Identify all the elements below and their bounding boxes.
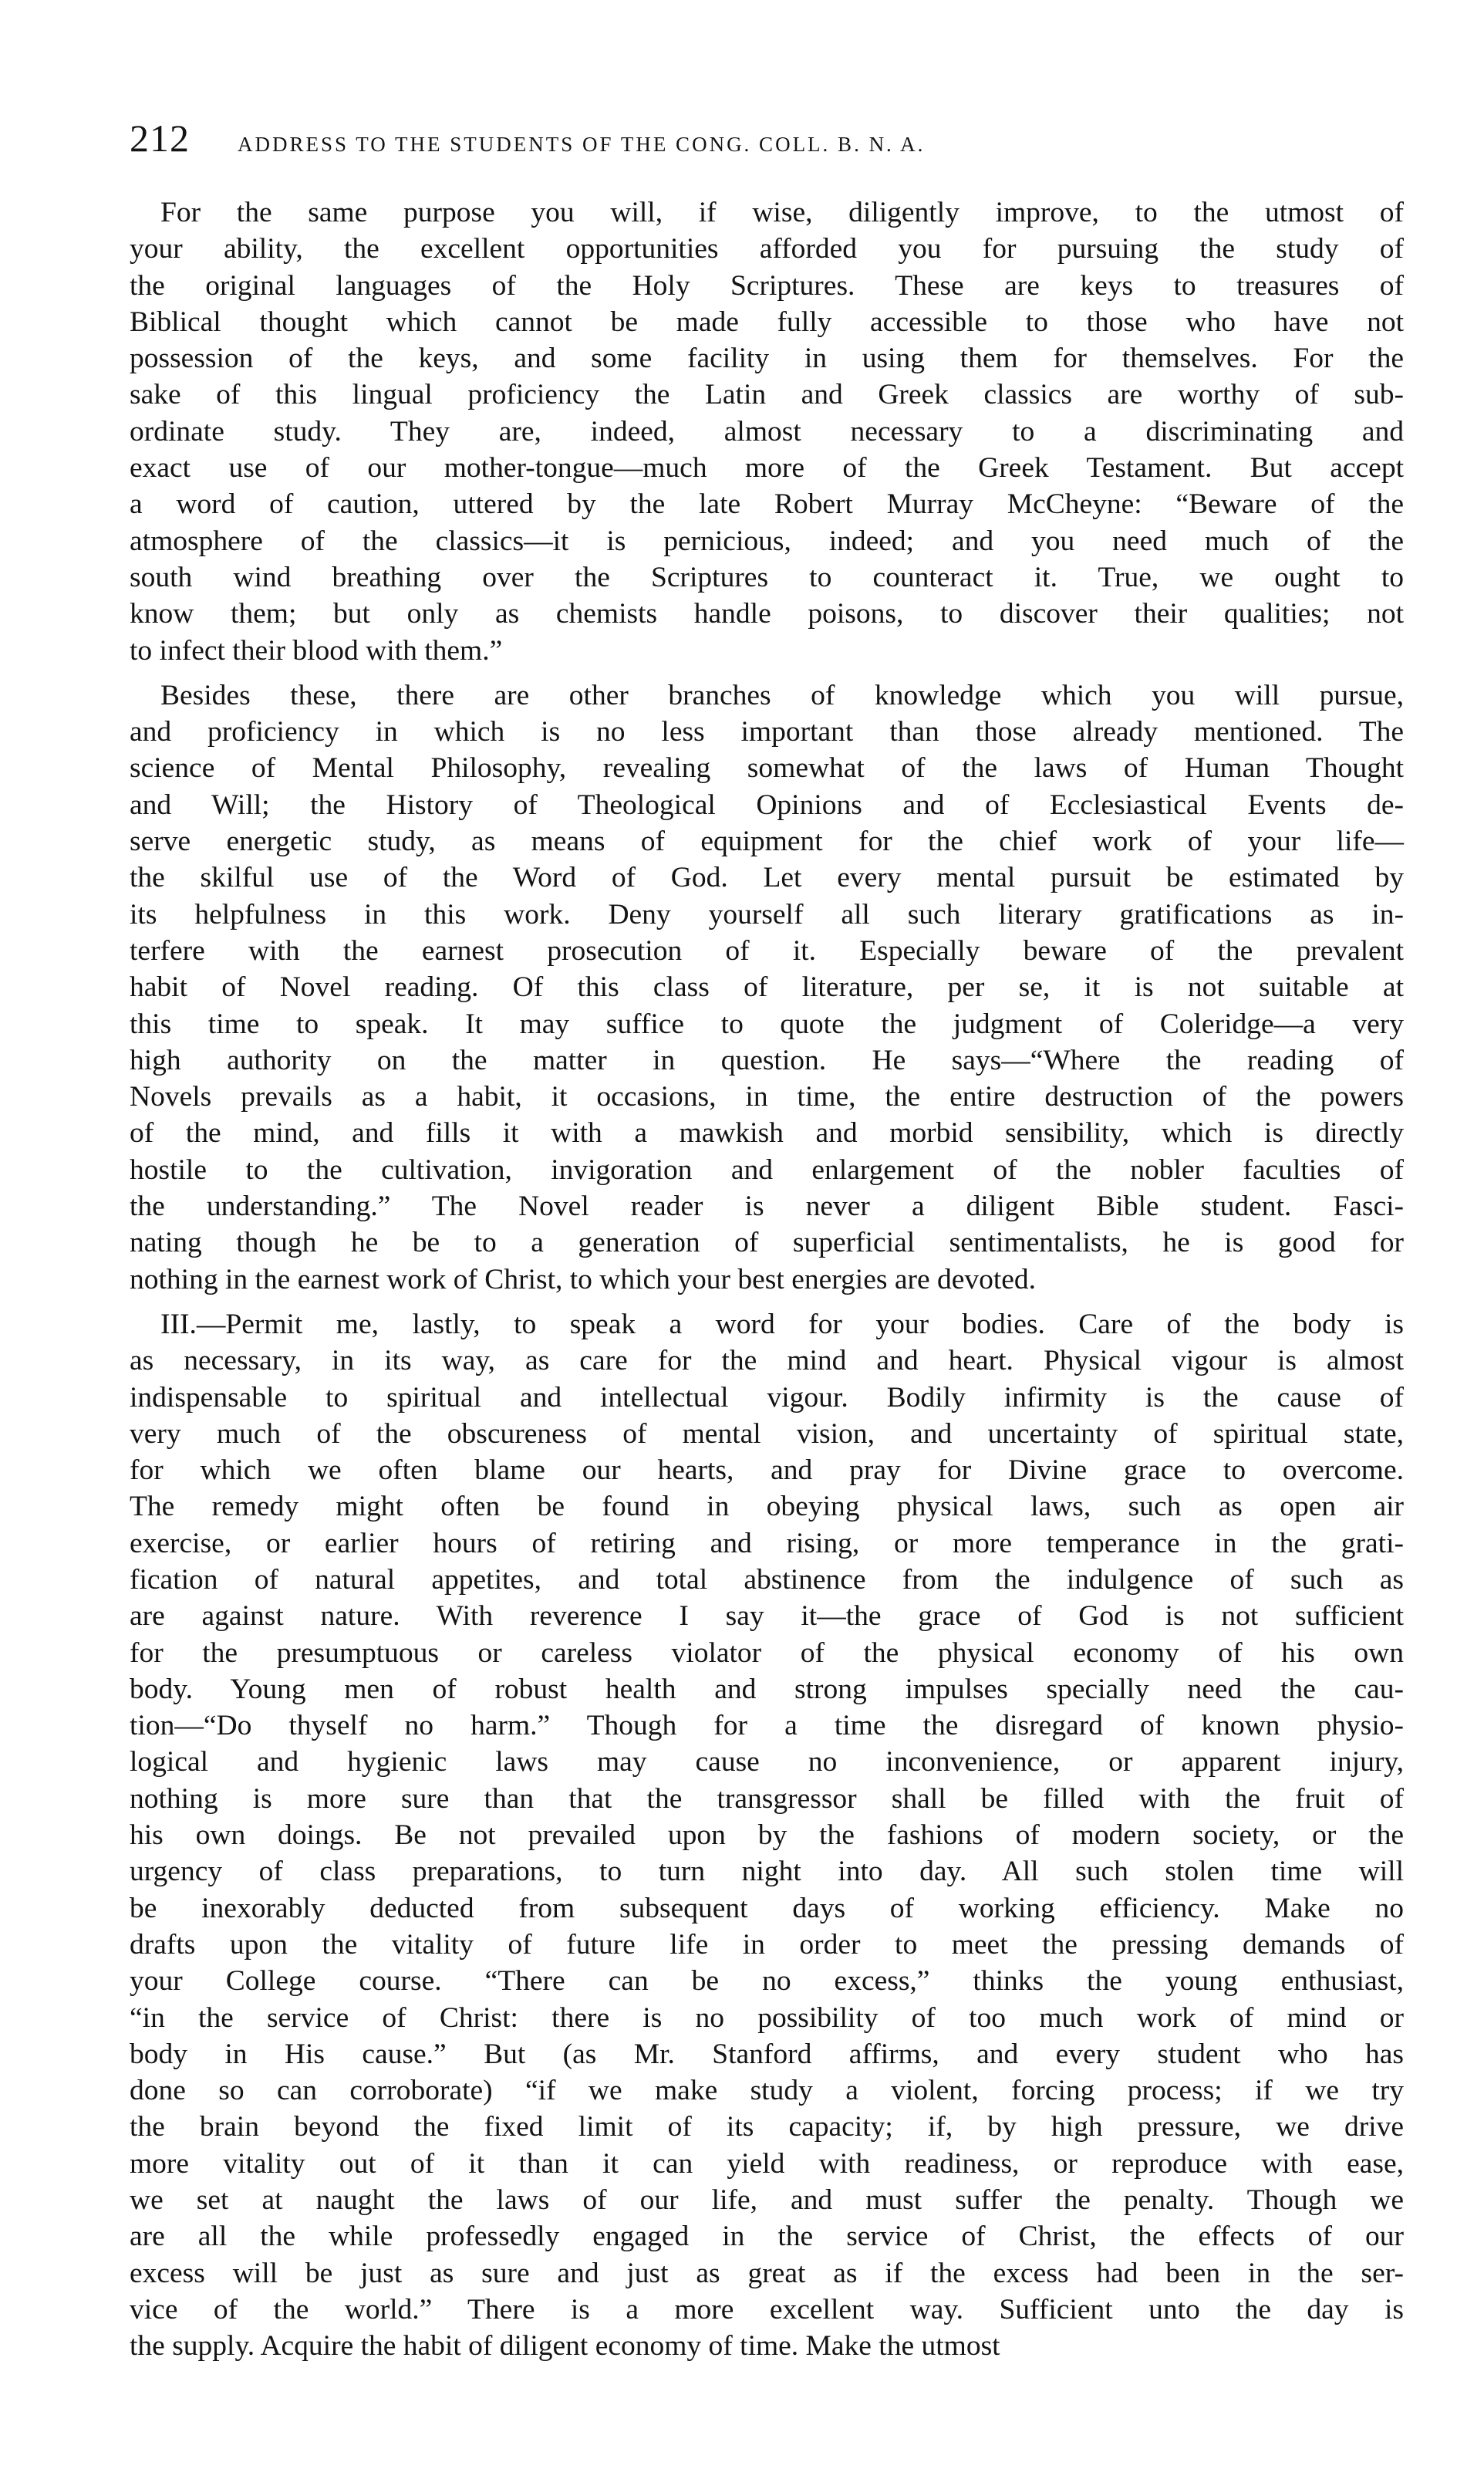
text-line: fication of natural appetites, and total abstinence from the indulgence of such as xyxy=(130,1563,1404,1596)
paragraph-classics xyxy=(130,194,1404,669)
text-line: to infect their blood with them.” xyxy=(130,634,503,667)
text-line: serve energetic study, as means of equipment for the chief work of your life— xyxy=(130,826,1404,858)
text-line: are against nature. With reverence I say it—the grace of God is not sufficient xyxy=(130,1600,1404,1633)
running-header xyxy=(130,116,1402,170)
text-line: high authority on the matter in question. He says—“Where the reading of xyxy=(130,1044,1404,1076)
text-line: III.—Permit me, lastly, to speak a word for your bodies. Care of the body is xyxy=(160,1308,1404,1340)
text-line: his own doings. Be not prevailed upon by the fashions of modern society, or the xyxy=(130,1819,1404,1852)
text-line: Besides these, there are other branches of knowledge which you will pursue, xyxy=(160,679,1404,711)
text-line: The remedy might often be found in obeying physical laws, such as open air xyxy=(130,1491,1404,1523)
text-line: more vitality out of it than it can yield with readiness, or reproduce with ease, xyxy=(130,2147,1404,2180)
text-line: body in His cause.” But (as Mr. Stanford affirms, and every student who has xyxy=(130,2038,1404,2070)
running-title: ADDRESS TO THE STUDENTS OF THE CONG. COLL. B. N. A. xyxy=(238,133,926,156)
text-line: sake of this lingual proficiency the Latin and Greek classics are worthy of sub- xyxy=(130,379,1404,411)
body-text xyxy=(130,194,1404,2365)
text-line: vice of the world.” There is a more excellent way. Sufficient unto the day is xyxy=(130,2293,1404,2325)
text-line: ordinate study. They are, indeed, almost necessary to a discriminating and xyxy=(130,415,1404,448)
text-line: possession of the keys, and some facility in using them for themselves. For the xyxy=(130,343,1404,375)
text-line: the brain beyond the fixed limit of its capacity; if, by high pressure, we drive xyxy=(130,2111,1404,2143)
text-line: and Will; the History of Theological Opinions and of Ecclesiastical Events de- xyxy=(130,789,1404,821)
text-line: your College course. “There can be no excess,” thinks the young enthusiast, xyxy=(130,1965,1404,1998)
text-line: the original languages of the Holy Scriptures. These are keys to treasures of xyxy=(130,269,1404,302)
text-line: are all the while professedly engaged in the service of Christ, the effects of our xyxy=(130,2221,1404,2253)
text-line: for which we often blame our hearts, and pray for Divine grace to overcome. xyxy=(130,1454,1404,1487)
text-line: your ability, the excellent opportunities afforded you for pursuing the study of xyxy=(130,233,1404,265)
text-line: as necessary, in its way, as care for the mind and heart. Physical vigour is almost xyxy=(130,1345,1404,1377)
paragraph-bodies xyxy=(130,1306,1404,2365)
text-line: the understanding.” The Novel reader is never a diligent Bible student. Fasci- xyxy=(130,1191,1404,1223)
text-line: habit of Novel reading. Of this class of literature, per se, it is not suitable at xyxy=(130,971,1404,1004)
text-line: terfere with the earnest prosecution of it. Especially beware of the prevalent xyxy=(130,934,1404,967)
text-line: nothing in the earnest work of Christ, to which your best energies are devoted. xyxy=(130,1263,1037,1295)
text-line: tion—“Do thyself no harm.” Though for a time the disregard of known physio- xyxy=(130,1710,1404,1742)
text-line: “in the service of Christ: there is no possibility of too much work of mind or xyxy=(130,2001,1404,2034)
text-line: body. Young men of robust health and strong impulses specially need the cau- xyxy=(130,1673,1404,1705)
text-line: excess will be just as sure and just as great as if the excess had been in the ser- xyxy=(130,2257,1404,2289)
text-line: be inexorably deducted from subsequent days of working efficiency. Make no xyxy=(130,1892,1404,1924)
text-line: urgency of class preparations, to turn night into day. All such stolen time will xyxy=(130,1856,1404,1888)
text-line: the supply. Acquire the habit of diligent economy of time. Make the utmost xyxy=(130,2330,1000,2363)
text-line: and proficiency in which is no less important than those already mentioned. The xyxy=(130,716,1404,748)
text-line: Novels prevails as a habit, it occasions, in time, the entire destruction of the powers xyxy=(130,1081,1404,1113)
text-line: south wind breathing over the Scriptures to counteract it. True, we ought to xyxy=(130,561,1404,593)
paragraph-other-knowledge xyxy=(130,677,1404,1298)
text-line: we set at naught the laws of our life, and must suffer the penalty. Though we xyxy=(130,2184,1404,2217)
text-line: hostile to the cultivation, invigoration and enlargement of the nobler faculties of xyxy=(130,1153,1404,1186)
text-line: science of Mental Philosophy, revealing somewhat of the laws of Human Thought xyxy=(130,752,1404,785)
text-line: its helpfulness in this work. Deny yourself all such literary gratifications as in- xyxy=(130,898,1404,931)
text-line: for the presumptuous or careless violator of the physical economy of his own xyxy=(130,1636,1404,1669)
text-line: very much of the obscureness of mental vision, and uncertainty of spiritual state, xyxy=(130,1417,1404,1450)
text-line: this time to speak. It may suffice to quote the judgment of Coleridge—a very xyxy=(130,1008,1404,1040)
text-line: logical and hygienic laws may cause no inconvenience, or apparent injury, xyxy=(130,1746,1404,1778)
text-line: nothing is more sure than that the transgressor shall be filled with the fruit of xyxy=(130,1782,1404,1815)
text-line: a word of caution, uttered by the late Robert Murray McCheyne: “Beware of the xyxy=(130,488,1404,521)
text-line: nating though he be to a generation of superficial sentimentalists, he is good for xyxy=(130,1227,1404,1259)
text-line: the skilful use of the Word of God. Let every mental pursuit be estimated by xyxy=(130,862,1404,894)
text-line: exact use of our mother-tongue—much more of the Greek Testament. But accept xyxy=(130,452,1404,485)
text-line: of the mind, and fills it with a mawkish and morbid sensibility, which is directly xyxy=(130,1117,1404,1150)
text-line: done so can corroborate) “if we make study a violent, forcing process; if we try xyxy=(130,2075,1404,2107)
text-line: For the same purpose you will, if wise, diligently improve, to the utmost of xyxy=(160,197,1404,228)
page-number: 212 xyxy=(130,117,190,160)
text-line: drafts upon the vitality of future life in order to meet the pressing demands of xyxy=(130,1928,1404,1961)
text-line: atmosphere of the classics—it is pernicious, indeed; and you need much of the xyxy=(130,525,1404,557)
text-line: Biblical thought which cannot be made fully accessible to those who have not xyxy=(130,306,1404,338)
text-line: know them; but only as chemists handle poisons, to discover their qualities; not xyxy=(130,598,1404,630)
text-line: indispensable to spiritual and intellectual vigour. Bodily infirmity is the cause of xyxy=(130,1381,1404,1414)
text-line: exercise, or earlier hours of retiring and rising, or more temperance in the grati- xyxy=(130,1527,1404,1559)
